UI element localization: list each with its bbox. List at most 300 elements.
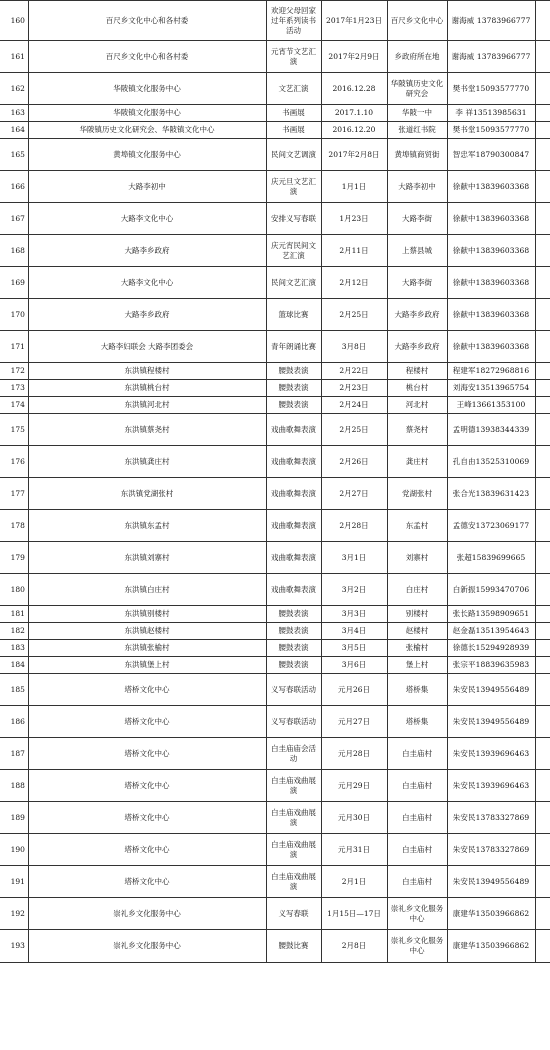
organizer-cell: 黄埠镇文化服务中心 (28, 139, 266, 171)
organizer-cell: 塔桥文化中心 (28, 674, 266, 706)
right-margin-cell (535, 574, 550, 606)
venue-cell: 张榆村 (387, 640, 447, 657)
table-row (0, 299, 550, 331)
contact-cell: 刘海安13513965754 (447, 380, 535, 397)
organizer-cell: 塔桥文化中心 (28, 738, 266, 770)
row-number: 169 (8, 267, 28, 299)
contact-cell: 康建华13503966862 (447, 898, 535, 930)
date-cell: 2月11日 (321, 235, 387, 267)
date-cell: 3月3日 (321, 606, 387, 623)
row-number: 179 (8, 542, 28, 574)
right-margin-cell (535, 235, 550, 267)
contact-cell: 徐德长15294928939 (447, 640, 535, 657)
event-cell: 书画展 (266, 122, 321, 139)
contact-cell: 孟德安13723069177 (447, 510, 535, 542)
contact-cell: 樊书堂15093577770 (447, 73, 535, 105)
date-cell: 元月31日 (321, 834, 387, 866)
left-margin-cell (0, 574, 8, 606)
date-cell: 2月24日 (321, 397, 387, 414)
venue-cell: 塔桥集 (387, 674, 447, 706)
table-row (0, 122, 550, 139)
contact-cell: 张长路13598909651 (447, 606, 535, 623)
table-row (0, 770, 550, 802)
date-cell: 3月1日 (321, 542, 387, 574)
right-margin-cell (535, 171, 550, 203)
left-margin-cell (0, 738, 8, 770)
organizer-cell: 东洪镇张榆村 (28, 640, 266, 657)
event-cell: 民间文艺调演 (266, 139, 321, 171)
event-cell: 欢迎父母回家过年系列读书活动 (266, 1, 321, 41)
venue-cell: 百尺乡文化中心 (387, 1, 447, 41)
event-cell: 白圭庙戏曲展演 (266, 802, 321, 834)
event-cell: 腰鼓表演 (266, 397, 321, 414)
date-cell: 2017年2月9日 (321, 41, 387, 73)
table-row (0, 478, 550, 510)
organizer-cell: 大路李初中 (28, 171, 266, 203)
right-margin-cell (535, 542, 550, 574)
venue-cell: 桃台村 (387, 380, 447, 397)
date-cell: 元月28日 (321, 738, 387, 770)
event-cell: 庆元宵民间文艺汇演 (266, 235, 321, 267)
left-margin-cell (0, 478, 8, 510)
date-cell: 2月26日 (321, 446, 387, 478)
left-margin-cell (0, 1, 8, 41)
organizer-cell: 塔桥文化中心 (28, 802, 266, 834)
event-cell: 安排义写春联 (266, 203, 321, 235)
left-margin-cell (0, 397, 8, 414)
organizer-cell: 华陂镇文化服务中心 (28, 73, 266, 105)
organizer-cell: 崇礼乡文化服务中心 (28, 898, 266, 930)
date-cell: 2月23日 (321, 380, 387, 397)
contact-cell: 谢海威 13783966777 (447, 41, 535, 73)
left-margin-cell (0, 139, 8, 171)
row-number: 193 (8, 930, 28, 963)
row-number: 171 (8, 331, 28, 363)
event-cell: 腰鼓表演 (266, 606, 321, 623)
right-margin-cell (535, 657, 550, 674)
right-margin-cell (535, 414, 550, 446)
date-cell: 3月5日 (321, 640, 387, 657)
row-number: 174 (8, 397, 28, 414)
event-cell: 戏曲歌舞表演 (266, 478, 321, 510)
row-number: 165 (8, 139, 28, 171)
venue-cell: 崇礼乡文化服务中心 (387, 930, 447, 963)
event-cell: 腰鼓表演 (266, 380, 321, 397)
date-cell: 1月15日—17日 (321, 898, 387, 930)
left-margin-cell (0, 446, 8, 478)
organizer-cell: 东洪镇东孟村 (28, 510, 266, 542)
right-margin-cell (535, 510, 550, 542)
venue-cell: 塔桥集 (387, 706, 447, 738)
right-margin-cell (535, 363, 550, 380)
schedule-table-body (0, 1, 550, 963)
contact-cell: 白新振15993470706 (447, 574, 535, 606)
venue-cell: 蔡尧村 (387, 414, 447, 446)
contact-cell: 徐献中13839603368 (447, 203, 535, 235)
row-number: 176 (8, 446, 28, 478)
date-cell: 2017年2月8日 (321, 139, 387, 171)
contact-cell: 孔自由13525310069 (447, 446, 535, 478)
row-number: 163 (8, 105, 28, 122)
venue-cell: 大路李乡政府 (387, 331, 447, 363)
contact-cell: 朱安民13939696463 (447, 738, 535, 770)
organizer-cell: 东洪镇程楼村 (28, 363, 266, 380)
right-margin-cell (535, 802, 550, 834)
right-margin-cell (535, 122, 550, 139)
venue-cell: 黄埠镇商贸街 (387, 139, 447, 171)
row-number: 160 (8, 1, 28, 41)
contact-cell: 徐献中13839603368 (447, 331, 535, 363)
right-margin-cell (535, 640, 550, 657)
right-margin-cell (535, 299, 550, 331)
table-row (0, 738, 550, 770)
row-number: 170 (8, 299, 28, 331)
row-number: 188 (8, 770, 28, 802)
date-cell: 元月26日 (321, 674, 387, 706)
left-margin-cell (0, 105, 8, 122)
contact-cell: 徐献中13839603368 (447, 171, 535, 203)
left-margin-cell (0, 235, 8, 267)
contact-cell: 徐献中13839603368 (447, 267, 535, 299)
left-margin-cell (0, 73, 8, 105)
contact-cell: 张宗平18839635983 (447, 657, 535, 674)
row-number: 172 (8, 363, 28, 380)
table-row (0, 574, 550, 606)
row-number: 181 (8, 606, 28, 623)
event-cell: 白圭庙庙会活动 (266, 738, 321, 770)
row-number: 167 (8, 203, 28, 235)
date-cell: 2月12日 (321, 267, 387, 299)
venue-cell: 大路李乡政府 (387, 299, 447, 331)
table-row (0, 235, 550, 267)
contact-cell: 谢海威 13783966777 (447, 1, 535, 41)
right-margin-cell (535, 446, 550, 478)
event-cell: 义写春联 (266, 898, 321, 930)
organizer-cell: 东洪镇白庄村 (28, 574, 266, 606)
table-row (0, 657, 550, 674)
left-margin-cell (0, 674, 8, 706)
date-cell: 3月2日 (321, 574, 387, 606)
contact-cell: 朱安民13783327869 (447, 802, 535, 834)
row-number: 175 (8, 414, 28, 446)
event-cell: 白圭庙戏曲展演 (266, 834, 321, 866)
contact-cell: 朱安民13949556489 (447, 674, 535, 706)
venue-cell: 堡上村 (387, 657, 447, 674)
venue-cell: 程楼村 (387, 363, 447, 380)
venue-cell: 白圭庙村 (387, 738, 447, 770)
right-margin-cell (535, 706, 550, 738)
table-row (0, 331, 550, 363)
date-cell: 2月8日 (321, 930, 387, 963)
date-cell: 元月30日 (321, 802, 387, 834)
organizer-cell: 大路李文化中心 (28, 267, 266, 299)
date-cell: 元月29日 (321, 770, 387, 802)
event-cell: 白圭庙戏曲展演 (266, 770, 321, 802)
organizer-cell: 东洪镇蔡尧村 (28, 414, 266, 446)
venue-cell: 乡政府所在地 (387, 41, 447, 73)
right-margin-cell (535, 203, 550, 235)
venue-cell: 白圭庙村 (387, 802, 447, 834)
table-row (0, 139, 550, 171)
venue-cell: 白圭庙村 (387, 866, 447, 898)
left-margin-cell (0, 623, 8, 640)
event-cell: 书画展 (266, 105, 321, 122)
table-row (0, 267, 550, 299)
date-cell: 2016.12.20 (321, 122, 387, 139)
right-margin-cell (535, 866, 550, 898)
table-row (0, 510, 550, 542)
date-cell: 2月22日 (321, 363, 387, 380)
left-margin-cell (0, 41, 8, 73)
table-row (0, 930, 550, 963)
row-number: 186 (8, 706, 28, 738)
right-margin-cell (535, 623, 550, 640)
organizer-cell: 百尺乡文化中心和各村委 (28, 1, 266, 41)
table-row (0, 674, 550, 706)
event-cell: 腰鼓表演 (266, 640, 321, 657)
row-number: 182 (8, 623, 28, 640)
row-number: 189 (8, 802, 28, 834)
event-cell: 戏曲歌舞表演 (266, 542, 321, 574)
contact-cell: 李 祥13513985631 (447, 105, 535, 122)
left-margin-cell (0, 122, 8, 139)
date-cell: 2月27日 (321, 478, 387, 510)
contact-cell: 朱安民13783327869 (447, 834, 535, 866)
date-cell: 2017年1月23日 (321, 1, 387, 41)
date-cell: 2016.12.28 (321, 73, 387, 105)
right-margin-cell (535, 930, 550, 963)
left-margin-cell (0, 331, 8, 363)
contact-cell: 徐献中13839603368 (447, 235, 535, 267)
organizer-cell: 大路李妇联会 大路李团委会 (28, 331, 266, 363)
left-margin-cell (0, 802, 8, 834)
right-margin-cell (535, 331, 550, 363)
venue-cell: 华陂镇历史文化研究会 (387, 73, 447, 105)
left-margin-cell (0, 267, 8, 299)
date-cell: 元月27日 (321, 706, 387, 738)
event-cell: 戏曲歌舞表演 (266, 574, 321, 606)
table-row (0, 542, 550, 574)
contact-cell: 赵金磊13513954643 (447, 623, 535, 640)
contact-cell: 康建华13503966862 (447, 930, 535, 963)
left-margin-cell (0, 770, 8, 802)
contact-cell: 朱安民13949556489 (447, 866, 535, 898)
organizer-cell: 大路李文化中心 (28, 203, 266, 235)
right-margin-cell (535, 834, 550, 866)
date-cell: 2月25日 (321, 414, 387, 446)
table-row (0, 640, 550, 657)
table-row (0, 706, 550, 738)
table-row (0, 446, 550, 478)
table-row (0, 606, 550, 623)
venue-cell: 龚庄村 (387, 446, 447, 478)
event-cell: 庆元旦文艺汇演 (266, 171, 321, 203)
right-margin-cell (535, 478, 550, 510)
right-margin-cell (535, 738, 550, 770)
row-number: 161 (8, 41, 28, 73)
venue-cell: 白圭庙村 (387, 834, 447, 866)
venue-cell: 白圭庙村 (387, 770, 447, 802)
organizer-cell: 塔桥文化中心 (28, 834, 266, 866)
right-margin-cell (535, 267, 550, 299)
right-margin-cell (535, 139, 550, 171)
left-margin-cell (0, 363, 8, 380)
row-number: 192 (8, 898, 28, 930)
left-margin-cell (0, 898, 8, 930)
organizer-cell: 东洪镇党湖张村 (28, 478, 266, 510)
date-cell: 2月25日 (321, 299, 387, 331)
row-number: 164 (8, 122, 28, 139)
left-margin-cell (0, 299, 8, 331)
table-row (0, 414, 550, 446)
organizer-cell: 百尺乡文化中心和各村委 (28, 41, 266, 73)
row-number: 178 (8, 510, 28, 542)
row-number: 184 (8, 657, 28, 674)
organizer-cell: 东洪镇桃台村 (28, 380, 266, 397)
venue-cell: 华陂一中 (387, 105, 447, 122)
right-margin-cell (535, 105, 550, 122)
date-cell: 1月1日 (321, 171, 387, 203)
contact-cell: 张合光13839631423 (447, 478, 535, 510)
left-margin-cell (0, 510, 8, 542)
left-margin-cell (0, 606, 8, 623)
table-row (0, 623, 550, 640)
right-margin-cell (535, 770, 550, 802)
venue-cell: 别楼村 (387, 606, 447, 623)
event-cell: 青年朗诵比赛 (266, 331, 321, 363)
event-cell: 义写春联活动 (266, 674, 321, 706)
venue-cell: 赵楼村 (387, 623, 447, 640)
contact-cell: 程建军18272968816 (447, 363, 535, 380)
venue-cell: 上蔡县城 (387, 235, 447, 267)
organizer-cell: 东洪镇堡上村 (28, 657, 266, 674)
right-margin-cell (535, 898, 550, 930)
left-margin-cell (0, 866, 8, 898)
table-row (0, 363, 550, 380)
venue-cell: 大路李街 (387, 203, 447, 235)
row-number: 183 (8, 640, 28, 657)
venue-cell: 张道红书院 (387, 122, 447, 139)
venue-cell: 崇礼乡文化服务中心 (387, 898, 447, 930)
event-cell: 腰鼓比赛 (266, 930, 321, 963)
organizer-cell: 塔桥文化中心 (28, 770, 266, 802)
event-cell: 民间文艺汇演 (266, 267, 321, 299)
table-row (0, 866, 550, 898)
venue-cell: 刘寨村 (387, 542, 447, 574)
left-margin-cell (0, 171, 8, 203)
contact-cell: 孟明德13938344339 (447, 414, 535, 446)
row-number: 166 (8, 171, 28, 203)
organizer-cell: 塔桥文化中心 (28, 866, 266, 898)
left-margin-cell (0, 657, 8, 674)
contact-cell: 朱安民13949556489 (447, 706, 535, 738)
contact-cell: 徐献中13839603368 (447, 299, 535, 331)
right-margin-cell (535, 41, 550, 73)
left-margin-cell (0, 414, 8, 446)
organizer-cell: 塔桥文化中心 (28, 706, 266, 738)
right-margin-cell (535, 380, 550, 397)
right-margin-cell (535, 397, 550, 414)
contact-cell: 樊书堂15093577770 (447, 122, 535, 139)
event-cell: 元宵节文艺汇演 (266, 41, 321, 73)
left-margin-cell (0, 706, 8, 738)
event-cell: 戏曲歌舞表演 (266, 510, 321, 542)
table-row (0, 203, 550, 235)
row-number: 162 (8, 73, 28, 105)
date-cell: 1月23日 (321, 203, 387, 235)
contact-cell: 张超15839699665 (447, 542, 535, 574)
left-margin-cell (0, 930, 8, 963)
table-row (0, 171, 550, 203)
row-number: 187 (8, 738, 28, 770)
venue-cell: 东孟村 (387, 510, 447, 542)
left-margin-cell (0, 640, 8, 657)
date-cell: 2月1日 (321, 866, 387, 898)
event-cell: 腰鼓表演 (266, 363, 321, 380)
venue-cell: 河北村 (387, 397, 447, 414)
table-row (0, 73, 550, 105)
organizer-cell: 东洪镇刘寨村 (28, 542, 266, 574)
date-cell: 3月4日 (321, 623, 387, 640)
organizer-cell: 大路李乡政府 (28, 299, 266, 331)
event-cell: 腰鼓表演 (266, 623, 321, 640)
organizer-cell: 崇礼乡文化服务中心 (28, 930, 266, 963)
row-number: 191 (8, 866, 28, 898)
table-row (0, 41, 550, 73)
organizer-cell: 东洪镇赵楼村 (28, 623, 266, 640)
left-margin-cell (0, 542, 8, 574)
event-cell: 文艺汇演 (266, 73, 321, 105)
table-row (0, 834, 550, 866)
organizer-cell: 大路李乡政府 (28, 235, 266, 267)
date-cell: 2017.1.10 (321, 105, 387, 122)
table-row (0, 105, 550, 122)
row-number: 177 (8, 478, 28, 510)
contact-cell: 王峰13661353100 (447, 397, 535, 414)
left-margin-cell (0, 380, 8, 397)
organizer-cell: 华陂镇文化服务中心 (28, 105, 266, 122)
organizer-cell: 东洪镇别楼村 (28, 606, 266, 623)
venue-cell: 大路李初中 (387, 171, 447, 203)
date-cell: 3月8日 (321, 331, 387, 363)
organizer-cell: 东洪镇龚庄村 (28, 446, 266, 478)
organizer-cell: 华陂镇历史文化研究会、华陂镇文化中心 (28, 122, 266, 139)
venue-cell: 大路李街 (387, 267, 447, 299)
right-margin-cell (535, 1, 550, 41)
date-cell: 3月6日 (321, 657, 387, 674)
event-cell: 义写春联活动 (266, 706, 321, 738)
right-margin-cell (535, 674, 550, 706)
venue-cell: 党湖张村 (387, 478, 447, 510)
contact-cell: 智忠军18790300847 (447, 139, 535, 171)
event-cell: 戏曲歌舞表演 (266, 414, 321, 446)
event-cell: 戏曲歌舞表演 (266, 446, 321, 478)
event-cell: 腰鼓表演 (266, 657, 321, 674)
right-margin-cell (535, 73, 550, 105)
row-number: 185 (8, 674, 28, 706)
row-number: 168 (8, 235, 28, 267)
left-margin-cell (0, 203, 8, 235)
row-number: 180 (8, 574, 28, 606)
table-row (0, 1, 550, 41)
row-number: 190 (8, 834, 28, 866)
table-row (0, 380, 550, 397)
organizer-cell: 东洪镇河北村 (28, 397, 266, 414)
date-cell: 2月28日 (321, 510, 387, 542)
event-cell: 篮球比赛 (266, 299, 321, 331)
contact-cell: 朱安民13939696463 (447, 770, 535, 802)
table-row (0, 397, 550, 414)
